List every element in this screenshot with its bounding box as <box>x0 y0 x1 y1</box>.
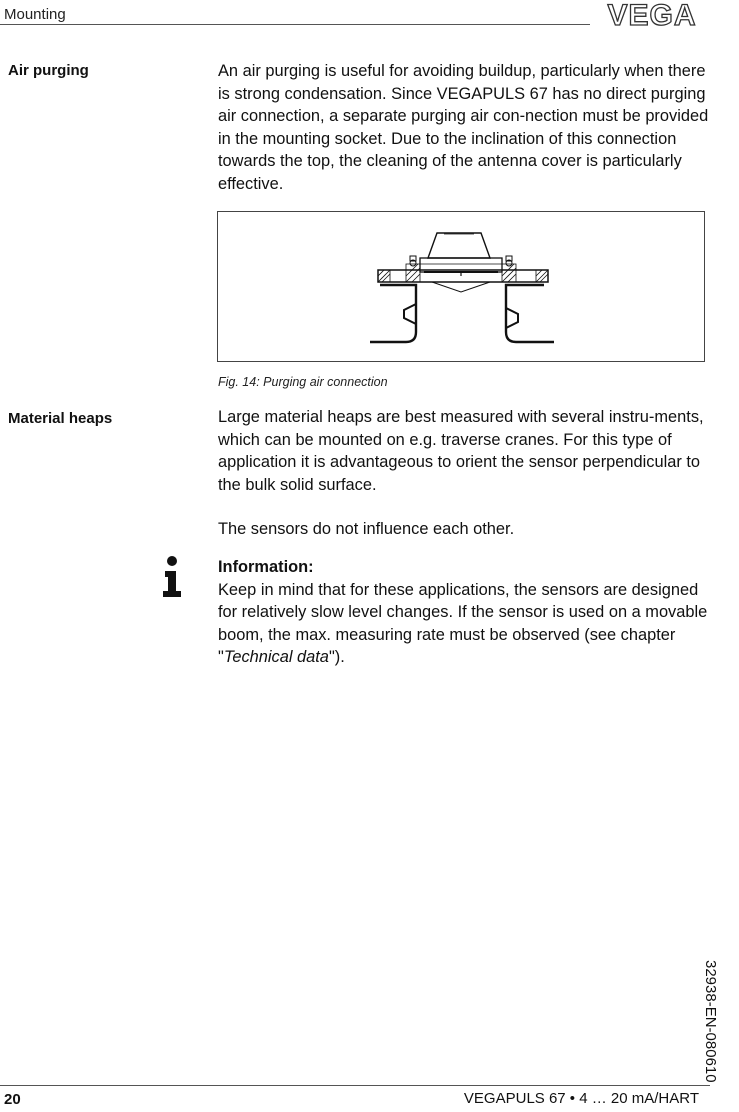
material-heaps-heading: Material heaps <box>8 410 113 427</box>
footer-rule <box>0 1085 710 1086</box>
material-heaps-paragraph-2: The sensors do not influence each other. <box>218 520 515 538</box>
information-text <box>218 579 713 669</box>
page-number: 20 <box>4 1091 21 1108</box>
figure-purging-air <box>217 211 705 362</box>
header-rule <box>0 24 590 25</box>
air-purging-paragraph: An air purging is useful for avoiding buildup, particularly when there is strong condensation. Since VEGAPULS 67 has no direct purging air connection, a separate purging air con-nection must be provided in the mounting socket. Due to the inclination of this connection towards the top, the cleaning of the antenna cover is particularly effective. <box>218 62 709 193</box>
section-title: Mounting <box>4 6 66 23</box>
material-heaps-paragraph-1: Large material heaps are best measured with several instru-ments, which can be mounted on e.g. traverse cranes. For this type of application it is advantageous to orient the sensor perpendicular to the bulk solid surface. <box>218 408 704 494</box>
information-note <box>218 556 713 669</box>
figure-caption: Fig. 14: Purging air connection <box>218 375 388 389</box>
information-text-start: Keep in mind that for these applications, the sensors are designed for relatively slow level changes. If the sensor is used on a movable boom, the max. measuring rate must be observed (see chapter " <box>218 580 708 666</box>
vega-logo-text: VEGA <box>607 0 697 30</box>
air-purging-text <box>218 60 713 195</box>
technical-data-reference: Technical data <box>223 648 329 666</box>
information-text-end: "). <box>328 648 345 666</box>
air-purging-heading: Air purging <box>8 62 89 79</box>
information-title: Information: <box>218 558 314 576</box>
vega-logo <box>600 0 704 30</box>
material-heaps-text <box>218 406 713 541</box>
footer-product: VEGAPULS 67 • 4 … 20 mA/HART <box>463 1090 699 1107</box>
purging-air-drawing <box>218 212 704 361</box>
document-id: 32938-EN-080610 <box>702 960 719 1083</box>
info-icon <box>160 555 184 599</box>
